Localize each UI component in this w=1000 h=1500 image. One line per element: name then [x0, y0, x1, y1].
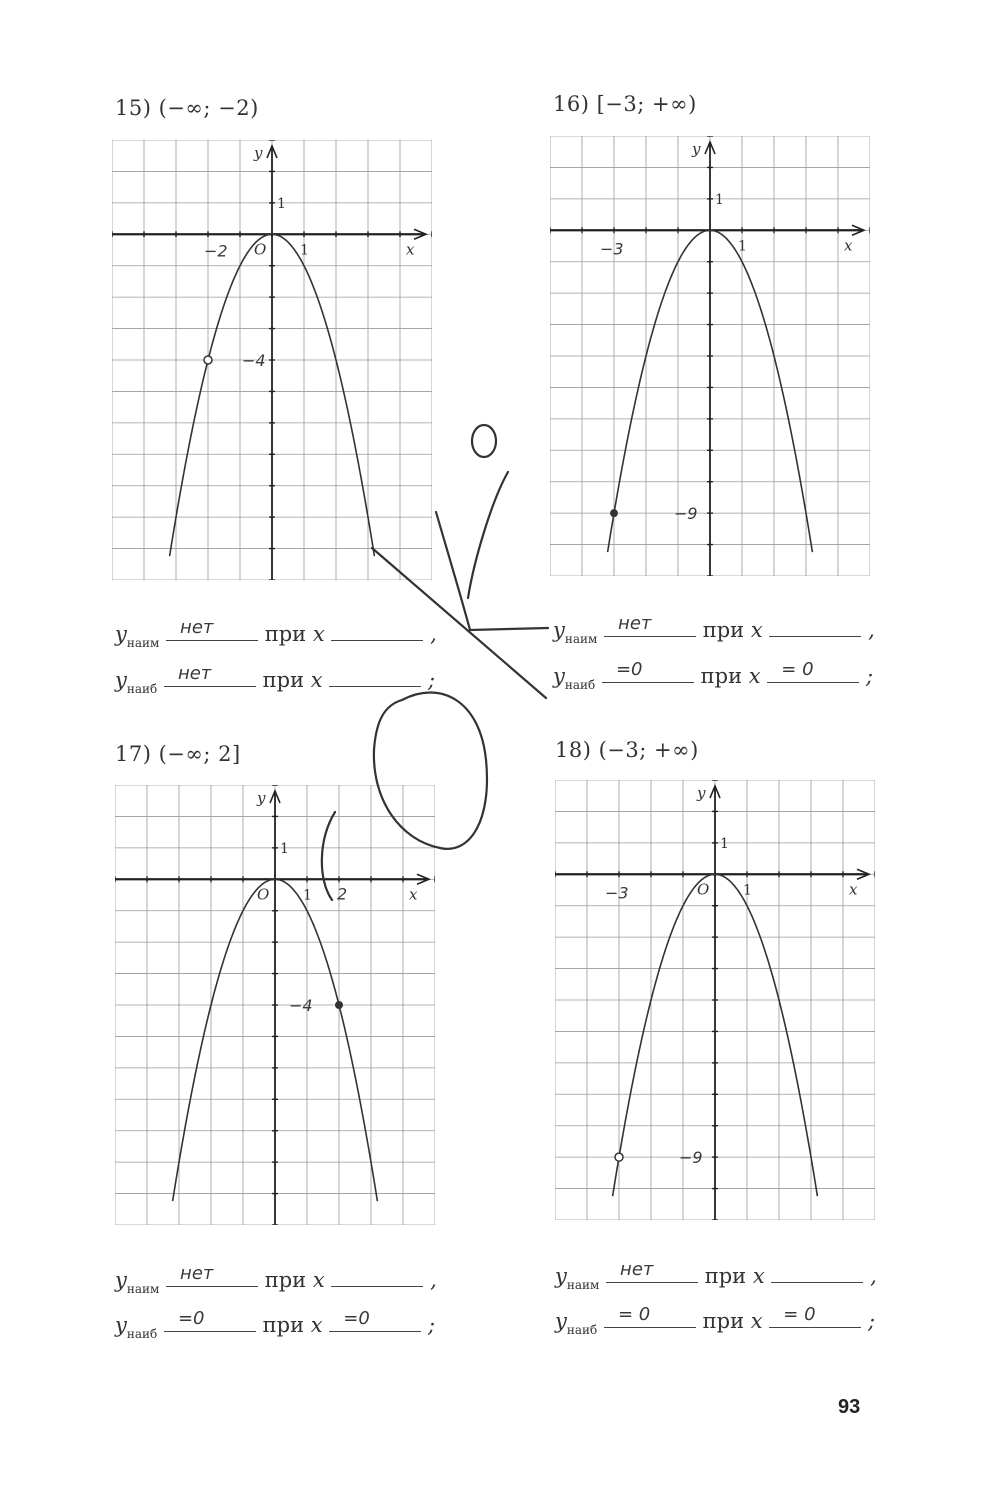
x-unit-label: 1: [738, 238, 747, 255]
y-symbol: y: [555, 1264, 567, 1288]
open-point: [615, 1153, 623, 1161]
y-axis-label: y: [257, 789, 266, 807]
x-axis-label: x: [409, 885, 418, 904]
x-axis-label: x: [406, 240, 415, 259]
origin-label: O: [257, 885, 270, 904]
max-value-field[interactable]: [164, 664, 256, 687]
handwritten-mark: −4: [242, 351, 266, 370]
y-symbol: y: [115, 1268, 127, 1292]
y-symbol: y: [115, 622, 127, 646]
punct: ,: [870, 1264, 877, 1288]
closed-point: [336, 1002, 343, 1009]
min-value-field[interactable]: [166, 1264, 258, 1287]
problem-18-min-row: [555, 1259, 877, 1292]
x-symbol: x: [310, 668, 323, 692]
at-word: при: [700, 664, 743, 688]
min-subscript: наим: [126, 1282, 160, 1296]
max-subscript: наиб: [126, 1327, 158, 1341]
punct: ,: [430, 1268, 437, 1292]
at-word: при: [704, 1264, 747, 1288]
handwritten-mark: −4: [289, 996, 313, 1015]
max-x-field[interactable]: [767, 660, 859, 683]
y-unit-label: 1: [715, 191, 724, 208]
x-symbol: x: [312, 1268, 325, 1292]
punct: ,: [430, 622, 437, 646]
problem-18-graph: [555, 780, 875, 1220]
scribble-line: [468, 472, 508, 598]
y-symbol: y: [553, 618, 565, 642]
problem-17-graph: [115, 785, 435, 1225]
problem-15-title: 15) (−∞; −2): [115, 96, 259, 120]
x-symbol: x: [752, 1264, 765, 1288]
y-symbol: y: [555, 1309, 567, 1333]
y-unit-label: 1: [280, 840, 289, 857]
max-subscript: наиб: [126, 682, 158, 696]
y-axis-label: y: [254, 144, 263, 162]
scribble-line: [436, 512, 548, 630]
max-x-value: = 0: [783, 1304, 816, 1325]
handwritten-mark: 2: [337, 884, 348, 904]
handwritten-mark: −3: [600, 239, 624, 259]
open-point: [204, 356, 212, 364]
punct: ,: [868, 618, 875, 642]
punct: ;: [865, 664, 874, 688]
min-subscript: наим: [566, 1278, 600, 1292]
max-value: = 0: [617, 1304, 651, 1325]
max-value-field[interactable]: [602, 660, 694, 683]
max-x-field[interactable]: [769, 1305, 861, 1328]
min-value: нет: [618, 613, 652, 634]
at-word: при: [264, 622, 307, 646]
problem-15-min-row: [115, 617, 437, 650]
max-x-field[interactable]: [329, 664, 421, 687]
max-value: =0: [177, 1308, 205, 1329]
x-unit-label: 1: [303, 887, 312, 904]
y-axis-label: y: [697, 784, 706, 802]
max-value-field[interactable]: [164, 1309, 256, 1332]
x-symbol: x: [310, 1313, 323, 1337]
min-subscript: наим: [564, 632, 598, 646]
x-unit-label: 1: [300, 242, 309, 259]
scribble-small-loop: [472, 425, 496, 457]
problem-16-min-row: [553, 613, 875, 646]
min-value-field[interactable]: [166, 618, 258, 641]
punct: ;: [867, 1309, 876, 1333]
handwritten-mark: −9: [674, 504, 698, 524]
y-symbol: y: [115, 668, 127, 692]
max-subscript: наиб: [566, 1323, 598, 1337]
at-word: при: [702, 1309, 745, 1333]
min-value-field[interactable]: [606, 1260, 698, 1283]
max-subscript: наиб: [564, 678, 596, 692]
x-unit-label: 1: [743, 882, 752, 899]
punct: ;: [427, 1313, 436, 1337]
max-x-value: =0: [343, 1308, 370, 1329]
max-value-field[interactable]: [604, 1305, 696, 1328]
handwritten-mark: −3: [605, 883, 629, 903]
at-word: при: [262, 668, 305, 692]
max-value: нет: [177, 663, 212, 684]
x-symbol: x: [312, 622, 325, 646]
min-value: нет: [620, 1259, 654, 1280]
problem-16-title: 16) [−3; +∞): [553, 92, 697, 116]
min-value: нет: [180, 617, 214, 638]
at-word: при: [264, 1268, 307, 1292]
problem-16-graph: [550, 136, 870, 576]
problem-16-max-row: [553, 659, 874, 692]
max-value: =0: [615, 659, 643, 680]
origin-label: O: [697, 880, 710, 899]
handwritten-mark: −2: [204, 241, 228, 261]
min-subscript: наим: [126, 636, 160, 650]
y-unit-label: 1: [277, 195, 286, 212]
x-symbol: x: [750, 618, 763, 642]
min-x-field[interactable]: [331, 618, 423, 641]
max-x-field[interactable]: [329, 1309, 421, 1332]
y-axis-label: y: [692, 140, 701, 158]
at-word: при: [262, 1313, 305, 1337]
problem-15-max-row: [115, 663, 436, 696]
problem-17-min-row: [115, 1263, 437, 1296]
page-number: 93: [838, 1396, 861, 1418]
x-axis-label: x: [849, 880, 858, 899]
min-x-field[interactable]: [771, 1260, 863, 1283]
y-symbol: y: [553, 664, 565, 688]
x-symbol: x: [750, 1309, 763, 1333]
handwritten-mark: −9: [679, 1148, 703, 1168]
y-unit-label: 1: [720, 835, 729, 852]
problem-18-max-row: [555, 1304, 876, 1337]
x-symbol: x: [748, 664, 761, 688]
problem-18-title: 18) (−3; +∞): [555, 738, 699, 762]
y-symbol: y: [115, 1313, 127, 1337]
problem-15-graph: [112, 140, 432, 580]
x-axis-label: x: [844, 236, 853, 255]
min-x-field[interactable]: [769, 614, 861, 637]
closed-point: [611, 510, 618, 517]
problem-17-max-row: [115, 1308, 436, 1341]
problem-17-title: 17) (−∞; 2]: [115, 742, 241, 766]
max-x-value: = 0: [781, 659, 814, 680]
at-word: при: [702, 618, 745, 642]
min-x-field[interactable]: [331, 1264, 423, 1287]
min-value: нет: [180, 1263, 214, 1284]
punct: ;: [427, 668, 436, 692]
min-value-field[interactable]: [604, 614, 696, 637]
origin-label: O: [254, 240, 267, 259]
